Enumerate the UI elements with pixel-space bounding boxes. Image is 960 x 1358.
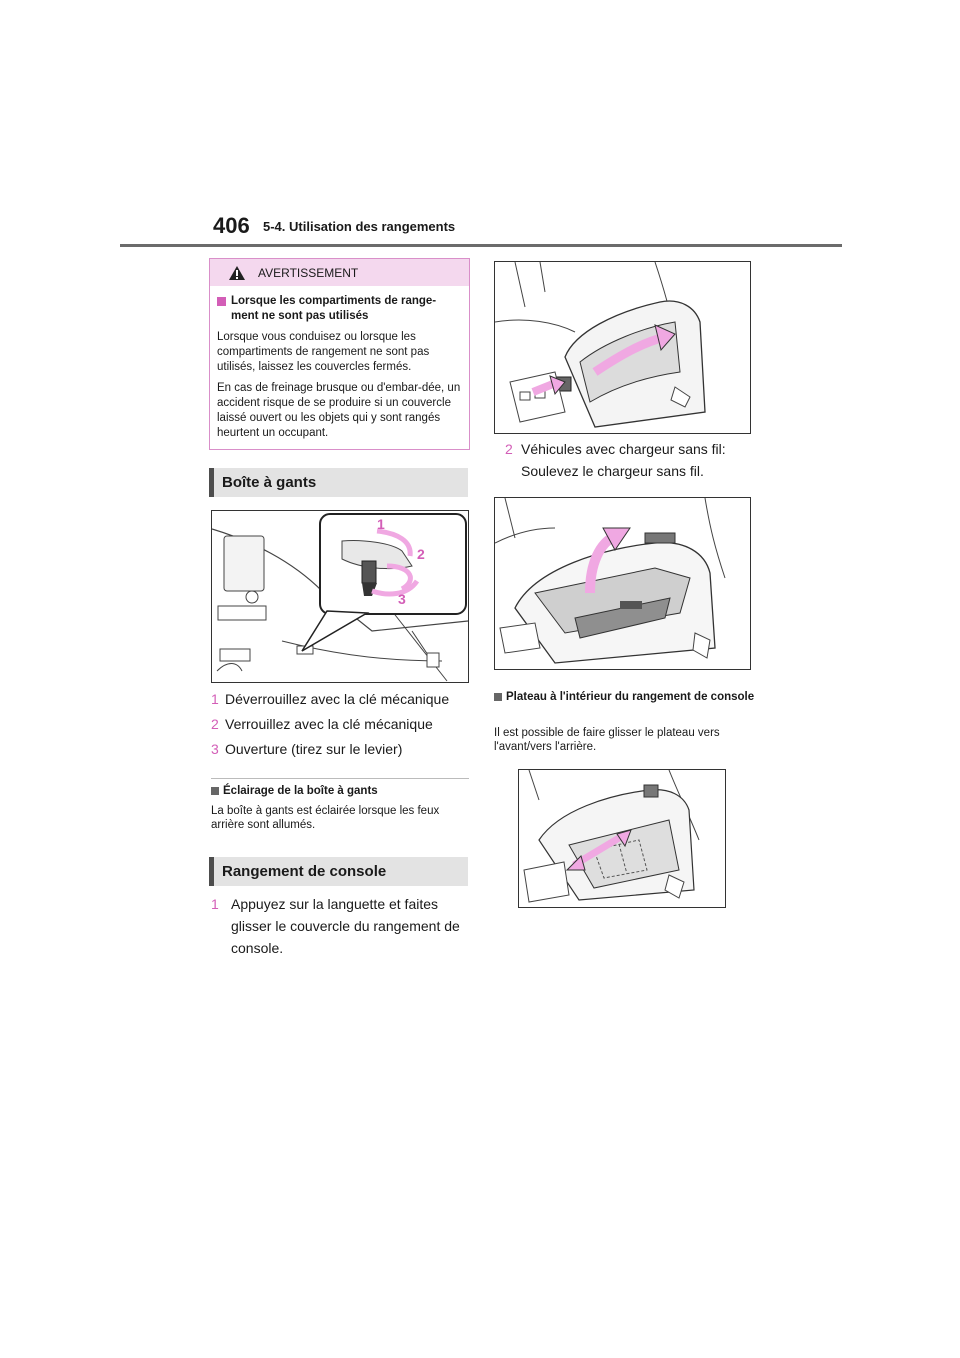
bullet-square-icon (494, 693, 502, 701)
wireless-charger-illustration (494, 497, 751, 670)
warning-triangle-icon (228, 265, 246, 281)
step-item (211, 688, 469, 710)
page-number: 406 (213, 213, 250, 238)
note-heading-text: Éclairage de la boîte à gants (223, 785, 378, 797)
section-title: 5-4. Utilisation des rangements (263, 219, 456, 234)
warning-title: AVERTISSEMENT (258, 265, 359, 280)
header-rule (120, 244, 842, 247)
step-text: Véhicules avec chargeur sans fil: (521, 441, 726, 457)
console-section-header (209, 857, 468, 886)
figure-label-1: 1 (377, 516, 385, 532)
glovebox-note-heading (211, 785, 469, 797)
tray-text: Il est possible de faire glisser le plateau vers l'avant/vers l'arrière. (494, 727, 720, 753)
tray-heading-text: Plateau à l'intérieur du rangement de console (506, 691, 755, 703)
warning-heading: Lorsque les compartiments de range-ment ne sont pas utilisés (231, 295, 437, 322)
warning-para-2: En cas de freinage brusque ou d'embar-dée, un accident risque de se produire si un couvercle laissé ouvert ou les objets qui y sont rangés heurtent un occupant. (217, 382, 461, 439)
step-text: Ouverture (tirez sur le levier) (225, 741, 403, 757)
step-text: Appuyez sur la languette et faites glisser le couvercle du rangement de console. (231, 896, 460, 956)
console-step-2-detail: Soulevez le chargeur sans fil. (521, 463, 704, 479)
glovebox-section-header (209, 468, 468, 497)
subsection-rule (211, 778, 469, 779)
bullet-square-icon (217, 297, 226, 306)
glovebox-illustration (211, 510, 469, 683)
glovebox-note-text: La boîte à gants est éclairée lorsque les feux arrière sont allumés. (211, 805, 440, 831)
step-number: 3 (211, 741, 219, 757)
tray-slide-illustration (518, 769, 726, 908)
step-item (211, 738, 469, 760)
warning-para-1: Lorsque vous conduisez ou lorsque les compartiments de rangement ne sont pas utilisés, laissez les couvercles fermés. (217, 331, 430, 373)
warning-header (210, 259, 469, 286)
bullet-square-icon (211, 787, 219, 795)
console-title: Rangement de console (222, 863, 387, 880)
console-step-2 (505, 438, 755, 460)
glovebox-steps (211, 688, 469, 760)
step-number: 2 (505, 441, 513, 457)
glovebox-title: Boîte à gants (222, 474, 317, 491)
figure-label-3: 3 (398, 591, 406, 607)
step-number: 2 (211, 716, 219, 732)
tray-heading (494, 690, 756, 705)
figure-label-2: 2 (417, 546, 425, 562)
console-step-1 (211, 893, 466, 959)
step-number: 1 (211, 896, 219, 912)
console-slide-illustration (494, 261, 751, 434)
step-number: 1 (211, 691, 219, 707)
step-text: Verrouillez avec la clé mécanique (225, 716, 433, 732)
warning-box (209, 258, 470, 450)
step-text: Déverrouillez avec la clé mécanique (225, 691, 450, 707)
step-item (211, 713, 469, 735)
